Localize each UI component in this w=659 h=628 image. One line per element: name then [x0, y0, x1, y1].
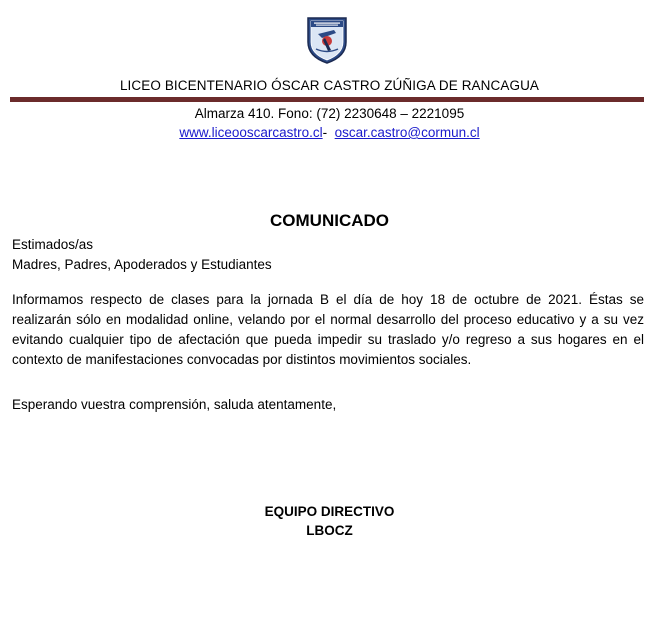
greeting: [12, 235, 644, 275]
closing-line: Esperando vuestra comprensión, saluda atentamente,: [12, 397, 337, 412]
greeting-line-2: Madres, Padres, Apoderados y Estudiantes: [12, 257, 272, 272]
school-crest-logo: [306, 16, 348, 64]
body-paragraph: Informamos respecto de clases para la jornada B el día de hoy 18 de octubre de 2021. Éstas se realizarán sólo en modalidad online, velando por el normal desarrollo del proceso educativo y a su vez evitando cualquier tipo de afectación que pueda impedir su traslado y/o regreso a sus hogares en el contexto de manifestaciones convocadas por distintos movimientos sociales.: [12, 292, 644, 367]
contact-separator: -: [322, 125, 328, 140]
document-title: COMUNICADO: [270, 211, 389, 230]
contact-links: [0, 125, 659, 140]
signature-team: EQUIPO DIRECTIVO: [264, 504, 395, 519]
email-link[interactable]: oscar.castro@cormun.cl: [334, 125, 480, 140]
header-divider: [10, 97, 644, 102]
school-address: Almarza 410. Fono: (72) 2230648 – 2221095: [194, 106, 465, 121]
signature-acronym: LBOCZ: [306, 523, 353, 538]
school-name: LICEO BICENTENARIO ÓSCAR CASTRO ZÚÑIGA DE RANCAGUA: [119, 78, 540, 93]
greeting-line-1: Estimados/as: [12, 237, 94, 252]
website-link[interactable]: www.liceooscarcastro.cl: [179, 125, 323, 140]
